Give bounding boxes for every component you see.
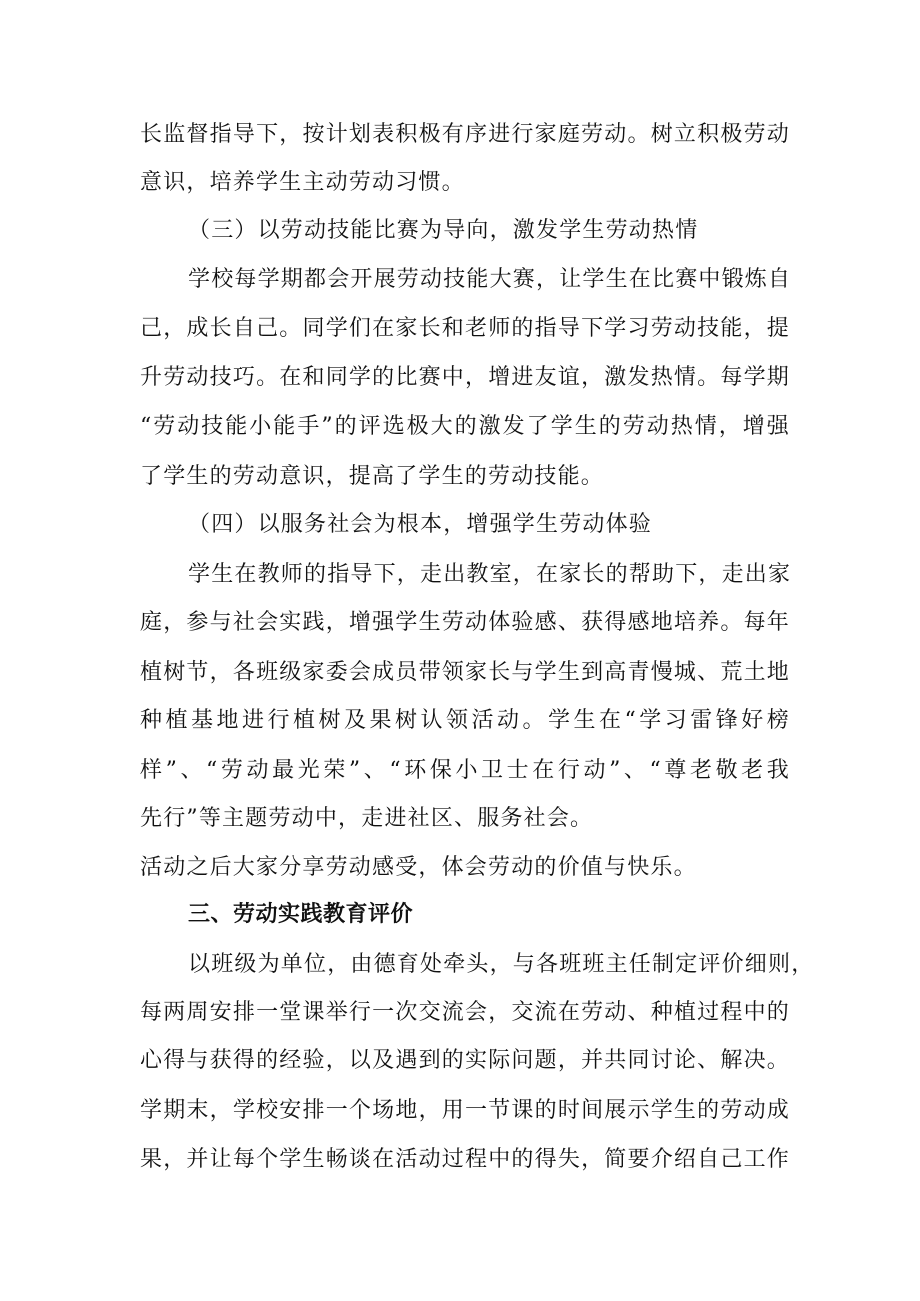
- body-text-line: 每两周安排一堂课举行一次交流会，交流在劳动、种植过程中的: [140, 1000, 790, 1025]
- paragraph-first-line: 学校每学期都会开展劳动技能大赛，让学生在比赛中锻炼自: [188, 267, 792, 292]
- body-text-line: 己，成长自己。同学们在家长和老师的指导下学习劳动技能，提: [140, 316, 790, 341]
- body-text-line: 意识，培养学生主动劳动习惯。: [140, 170, 465, 195]
- body-text-line: 庭，参与社会实践，增强学生劳动体验感、获得感地培养。每年: [140, 610, 790, 635]
- section-heading: （三）以劳动技能比赛为导向，激发学生劳动热情: [188, 218, 699, 243]
- section-heading: （四）以服务社会为根本，增强学生劳动体验: [188, 512, 653, 537]
- body-text-line: 长监督指导下，按计划表积极有序进行家庭劳动。树立积极劳动: [140, 122, 790, 147]
- body-text-line: 植树节，各班级家委会成员带领家长与学生到高青慢城、荒土地: [140, 660, 790, 685]
- body-text-line: 果，并让每个学生畅谈在活动过程中的得失，简要介绍自己工作: [140, 1147, 790, 1172]
- body-text-line: 学期末，学校安排一个场地，用一节课的时间展示学生的劳动成: [140, 1098, 790, 1123]
- paragraph-first-line: 学生在教师的指导下，走出教室，在家长的帮助下，走出家: [188, 562, 792, 587]
- body-text-line: 心得与获得的经验，以及遇到的实际问题，并共同讨论、解决。: [140, 1048, 790, 1073]
- body-text-line: 种植基地进行植树及果树认领活动。学生在“学习雷锋好榜: [140, 708, 790, 733]
- paragraph-first-line: 以班级为单位，由德育处牵头，与各班班主任制定评价细则，: [188, 952, 815, 977]
- body-text-line: “劳动技能小能手”的评选极大的激发了学生的劳动热情，增强: [140, 414, 790, 439]
- chapter-heading: 三、劳动实践教育评价: [188, 902, 414, 927]
- body-text-line: 活动之后大家分享劳动感受，体会劳动的价值与快乐。: [140, 855, 697, 880]
- body-text-line: 了学生的劳动意识，提高了学生的劳动技能。: [140, 464, 605, 489]
- body-text-line: 先行”等主题劳动中，走进社区、服务社会。: [140, 806, 594, 831]
- body-text-line: 升劳动技巧。在和同学的比赛中，增进友谊，激发热情。每学期: [140, 365, 790, 390]
- body-text-line: 样”、“劳动最光荣”、“环保小卫士在行动”、“尊老敬老我: [140, 758, 790, 783]
